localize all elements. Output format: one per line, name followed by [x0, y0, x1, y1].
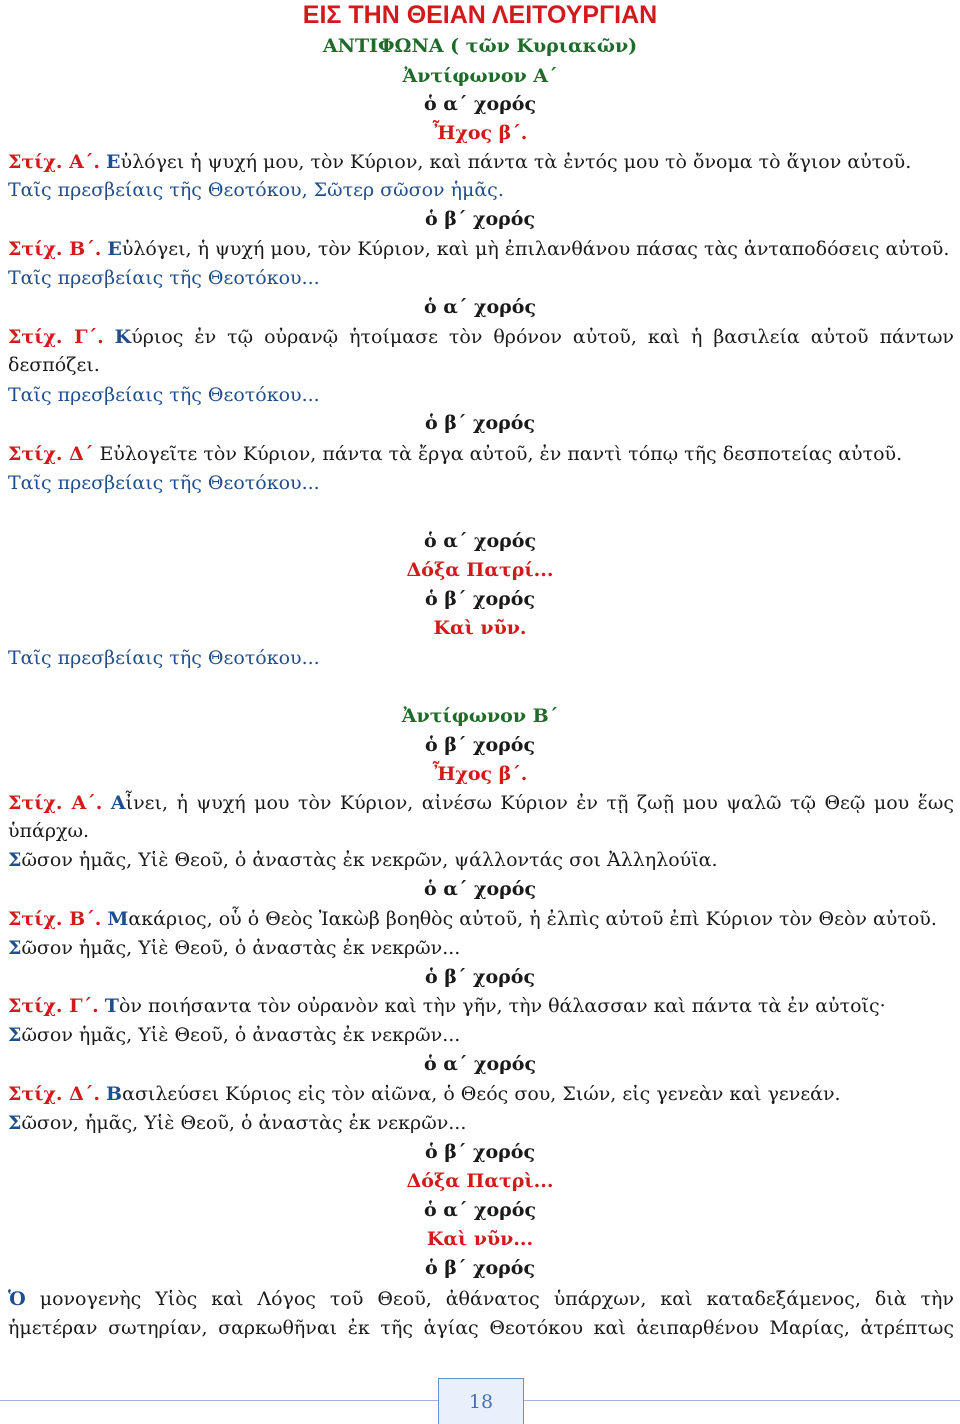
echos-label: Ἦχος β΄. [432, 122, 528, 144]
choir-label: ὁ β΄ χορός [424, 966, 536, 988]
verse-2 [8, 906, 954, 932]
choir-label: ὁ β΄ χορός [424, 1141, 536, 1163]
section-subtitle: ΑΝΤΙΦΩΝΑ ( τῶν Κυριακῶν) [322, 35, 638, 57]
verse-text: ἶνει, ἡ ψυχή μου τὸν Κύριον, αἰνέσω Κύριον ἐν τῇ ζωῇ μου ψαλῶ τῷ Θεῷ μου ἕως [125, 792, 955, 814]
verse-text: ὐλόγει ἡ ψυχή μου, τὸν Κύριον, καὶ πάντα τὰ ἐντός μου τὸ ὄνομα τὸ ἅγιον αὐτοῦ. [120, 151, 912, 173]
hymn-line-2: ἡμετέραν σωτηρίαν, σαρκωθῆναι ἐκ τῆς ἁγίας Θεοτόκου καὶ ἀειπαρθένου Μαρίας, ἀτρέπτως [8, 1317, 954, 1339]
verse-3 [8, 993, 954, 1019]
verse-3-cont: δεσπόζει. [8, 354, 100, 376]
verse-2 [8, 236, 954, 262]
verse-3 [8, 324, 954, 350]
hymn-line-1 [8, 1286, 954, 1312]
refrain: Ταῖς πρεσβείαις τῆς Θεοτόκου... [8, 472, 320, 494]
refrain-text: ῶσον, ἡμᾶς, Υἱὲ Θεοῦ, ὁ ἀναστὰς ἐκ νεκρῶν... [21, 1112, 467, 1134]
initial-letter: Σ [8, 1112, 22, 1134]
kai-nyn-label: Καὶ νῦν... [426, 1228, 534, 1250]
page-title: ΕΙΣ ΤΗΝ ΘΕΙΑΝ ΛΕΙΤΟΥΡΓΙΑΝ [302, 1, 658, 29]
refrain: Ταῖς πρεσβείαις τῆς Θεοτόκου... [8, 384, 320, 406]
page-number: 18 [438, 1378, 524, 1424]
verse-text: ασιλεύσει Κύριος εἰς τὸν αἰῶνα, ὁ Θεός σου, Σιών, εἰς γενεὰν καὶ γενεάν. [122, 1083, 841, 1105]
doxa-label: Δόξα Πατρὶ... [406, 1170, 554, 1192]
choir-label: ὁ α΄ χορός [423, 296, 537, 318]
refrain [8, 1022, 954, 1048]
choir-label: ὁ β΄ χορός [424, 412, 536, 434]
refrain-text: ῶσον ἡμᾶς, Υἱὲ Θεοῦ, ὁ ἀναστὰς ἐκ νεκρῶν... [21, 937, 461, 959]
choir-label: ὁ α΄ χορός [423, 1199, 537, 1221]
initial-letter: Σ [8, 1024, 22, 1046]
verse-4 [8, 1081, 954, 1107]
choir-label: ὁ β΄ χορός [424, 734, 536, 756]
doxa-label: Δόξα Πατρί... [406, 559, 554, 581]
initial-letter: Β [106, 1083, 123, 1105]
verse-mark: Στίχ. Γ΄. [8, 326, 104, 348]
refrain-text: ῶσον ἡμᾶς, Υἱὲ Θεοῦ, ὁ ἀναστὰς ἐκ νεκρῶν... [21, 1024, 461, 1046]
initial-letter: Σ [8, 849, 22, 871]
refrain [8, 1110, 954, 1136]
verse-mark: Στίχ. Γ΄. [8, 995, 99, 1017]
verse-mark: Στίχ. Α΄. [8, 792, 103, 814]
initial-letter: Ὁ [8, 1288, 26, 1310]
verse-mark: Στίχ. Δ΄. [8, 1083, 100, 1105]
verse-1 [8, 790, 954, 816]
initial-letter: Σ [8, 937, 22, 959]
refrain [8, 847, 954, 873]
refrain: Ταῖς πρεσβείαις τῆς Θεοτόκου, Σῶτερ σῶσον ἡμᾶς. [8, 179, 504, 201]
verse-mark: Στίχ. Β΄. [8, 238, 102, 260]
echos-label: Ἦχος β΄. [432, 763, 528, 785]
choir-label: ὁ α΄ χορός [423, 530, 537, 552]
verse-text: ὐλόγει, ἡ ψυχή μου, τὸν Κύριον, καὶ μὴ ἐπιλανθάνου πάσας τὰς ἀνταποδόσεις αὐτοῦ. [121, 238, 950, 260]
verse-text: ακάριος, οὗ ὁ Θεὸς Ἰακὼβ βοηθὸς αὐτοῦ, ἡ ἐλπὶς αὐτοῦ ἐπὶ Κύριον τὸν Θεὸν αὐτοῦ. [128, 908, 937, 930]
verse-mark: Στίχ. Α΄. [8, 151, 100, 173]
initial-letter: Τ [104, 995, 119, 1017]
refrain-text: ῶσον ἡμᾶς, Υἱὲ Θεοῦ, ὁ ἀναστὰς ἐκ νεκρῶν, ψάλλοντάς σοι Ἀλληλούϊα. [21, 849, 718, 871]
verse-text: ὸν ποιήσαντα τὸν οὐρανὸν καὶ τὴν γῆν, τὴν θάλασσαν καὶ πάντα τὰ ἐν αὐτοῖς· [118, 995, 886, 1017]
antiphon-1-heading: Ἀντίφωνον Α΄ [402, 65, 558, 87]
verse-text: ύριος ἐν τῷ οὐρανῷ ἡτοίμασε τὸν θρόνον αὐτοῦ, καὶ ἡ βασιλεία αὐτοῦ πάντων [131, 326, 954, 348]
refrain [8, 935, 954, 961]
verse-4 [8, 441, 954, 467]
refrain: Ταῖς πρεσβείαις τῆς Θεοτόκου... [8, 267, 320, 289]
choir-label: ὁ β΄ χορός [424, 588, 536, 610]
kai-nyn-label: Καὶ νῦν. [433, 617, 527, 639]
verse-1-cont: ὑπάρχω. [8, 820, 90, 842]
initial-letter: Ε [107, 238, 122, 260]
initial-letter: Α [110, 792, 126, 814]
verse-text: Εὐλογεῖτε τὸν Κύριον, πάντα τὰ ἔργα αὐτοῦ, ἐν παντὶ τόπῳ τῆς δεσποτείας αὐτοῦ. [99, 443, 903, 465]
choir-label: ὁ α΄ χορός [423, 93, 537, 115]
hymn-text: μονογενὴς Υἱὸς καὶ Λόγος τοῦ Θεοῦ, ἀθάνατος ὑπάρχων, καὶ καταδεξάμενος, διὰ τὴν [39, 1288, 954, 1310]
initial-letter: Κ [114, 326, 132, 348]
initial-letter: Ε [106, 151, 121, 173]
refrain: Ταῖς πρεσβείαις τῆς Θεοτόκου... [8, 647, 320, 669]
verse-1 [8, 149, 954, 175]
verse-mark: Στίχ. Δ΄ [8, 443, 94, 465]
verse-mark: Στίχ. Β΄. [8, 908, 102, 930]
antiphon-2-heading: Ἀντίφωνον Β΄ [401, 705, 559, 727]
choir-label: ὁ β΄ χορός [424, 208, 536, 230]
choir-label: ὁ β΄ χορός [424, 1257, 536, 1279]
choir-label: ὁ α΄ χορός [423, 1053, 537, 1075]
initial-letter: Μ [107, 908, 129, 930]
choir-label: ὁ α΄ χορός [423, 878, 537, 900]
